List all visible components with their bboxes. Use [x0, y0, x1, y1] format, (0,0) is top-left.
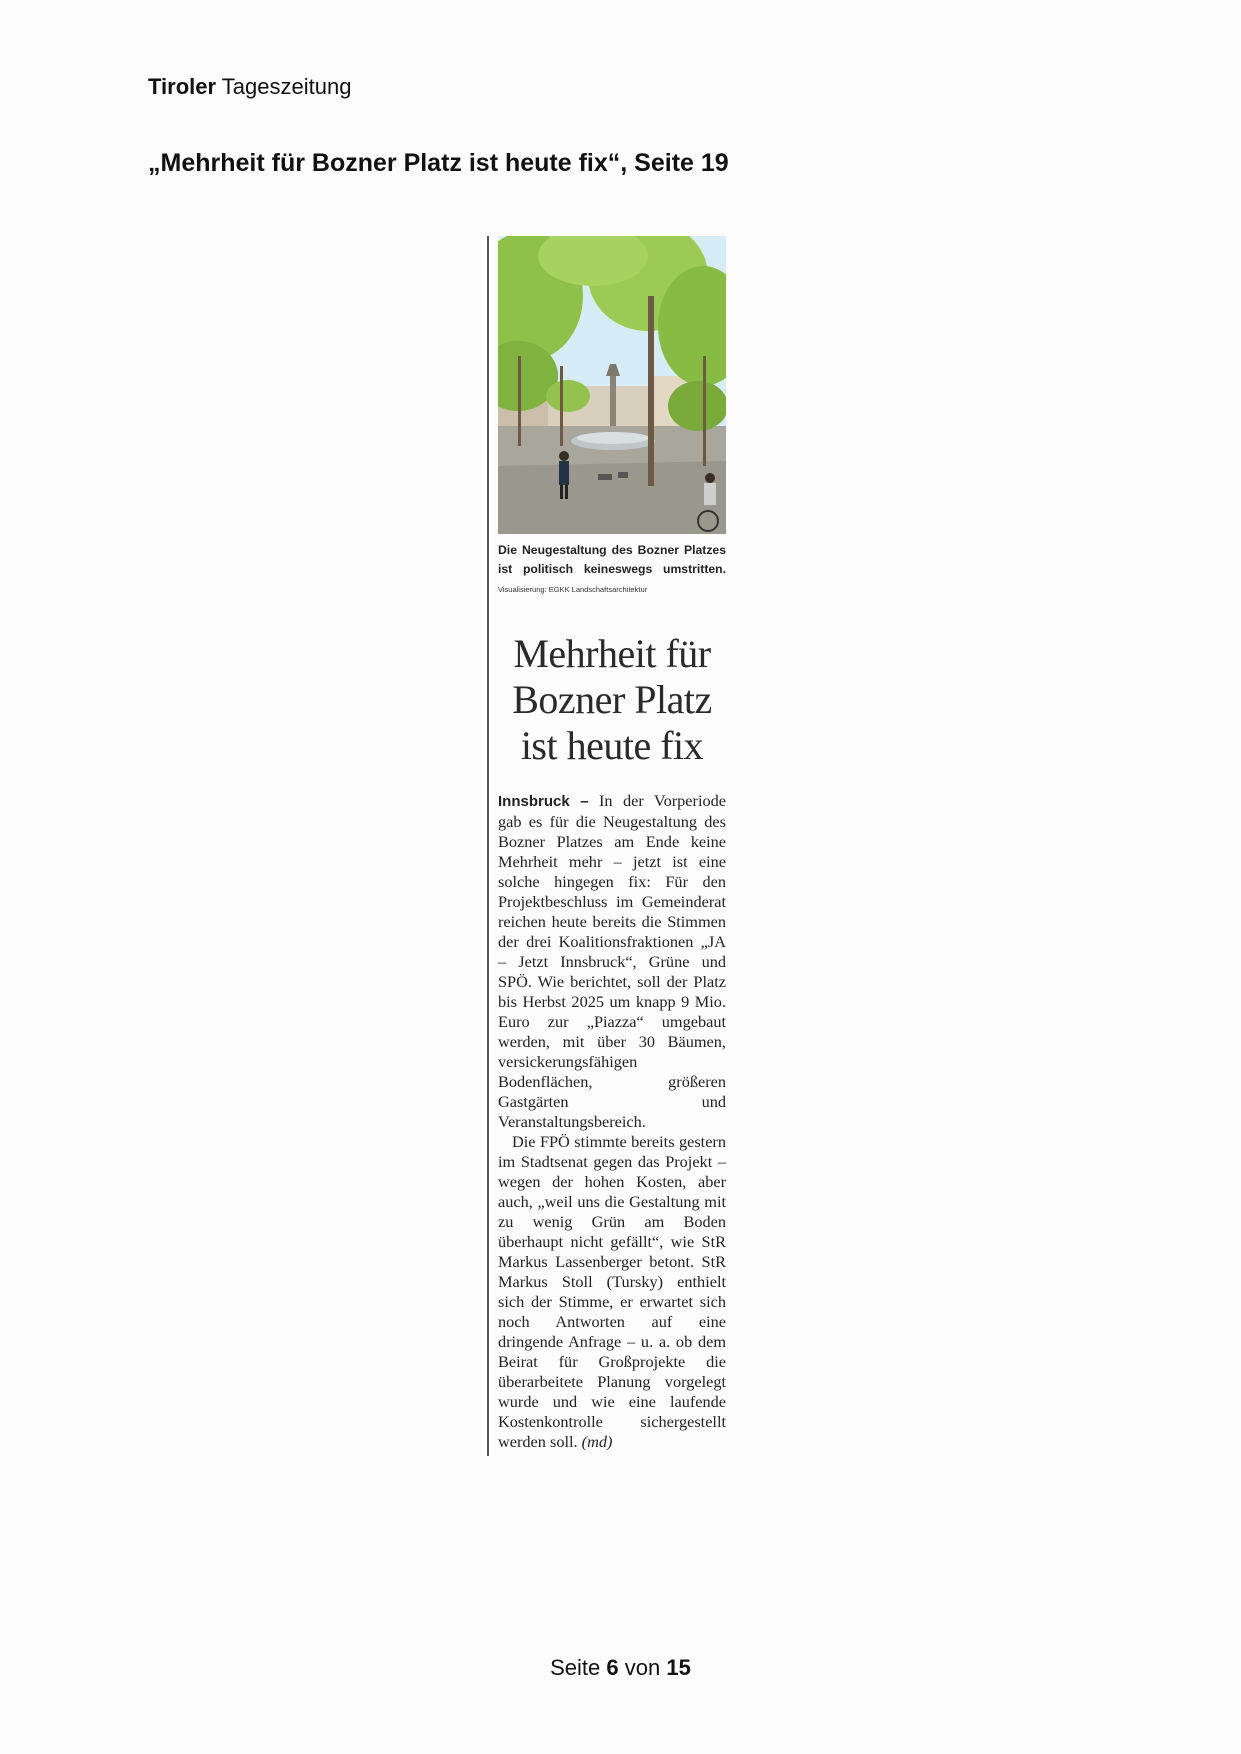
- paragraph: [498, 791, 726, 1132]
- headline-line: Bozner Platz: [512, 677, 712, 722]
- publication-name: [148, 74, 351, 100]
- paragraph: [498, 1132, 726, 1452]
- article-photo: [498, 236, 726, 534]
- paragraph-text: Die FPÖ stimmte bereits gestern im Stadtsenat gegen das Projekt – wegen der hohen Kosten, aber auch, „weil uns die Gestaltung mit zu wenig Grün am Boden überhaupt nicht gefällt“, wie StR Markus Lassenberger betont. StR Markus Stoll (Tursky) enthielt sich der Stimme, er erwartet sich noch Antworten auf eine dringende Anfrage – u. a. ob dem Beirat für Großprojekte die überarbeitete Planung vorgelegt wurde und wie eine laufende Kostenkontrolle sichergestellt werden soll.: [498, 1132, 726, 1451]
- author-initials: (md): [581, 1432, 613, 1451]
- headline-line: Mehrheit für: [513, 631, 711, 676]
- page-total: 15: [666, 1655, 691, 1680]
- article-text: [498, 791, 726, 1452]
- photo-of-square-with-trees-and-fountain-icon: [498, 236, 726, 534]
- article-headline: [498, 631, 726, 769]
- photo-credit: Visualisierung: EGKK Landschaftsarchitektur: [498, 585, 648, 594]
- paragraph-text: In der Vorperiode gab es für die Neugestaltung des Bozner Platzes am Ende keine Mehrheit mehr – jetzt ist eine solche hingegen fix: Für den Projektbeschluss im Gemeinderat reichen heute bereits die Stimmen der drei Koalitionsfraktionen „JA – Jetzt Innsbruck“, Grüne und SPÖ. Wie berichtet, soll der Platz bis Herbst 2025 um knapp 9 Mio. Euro zur „Piazza“ umgebaut werden, mit über 30 Bäumen, versickerungsfähigen Bodenflächen, größeren Gastgärten und Veranstaltungsbereich.: [498, 791, 726, 1131]
- page-current: 6: [606, 1655, 619, 1680]
- publication-name-rest: Tageszeitung: [221, 74, 352, 99]
- dateline: Innsbruck –: [498, 793, 589, 810]
- publication-name-bold: Tiroler: [148, 74, 217, 99]
- document-title: „Mehrheit für Bozner Platz ist heute fix“, Seite 19: [148, 149, 729, 177]
- page-middle: von: [624, 1655, 661, 1680]
- column-rule: [487, 236, 489, 1456]
- caption-text: Die Neugestaltung des Bozner Platzes ist politisch keineswegs umstritten.: [498, 543, 726, 576]
- newspaper-clipping: [487, 236, 727, 1456]
- page-prefix: Seite: [550, 1655, 601, 1680]
- page-number: [0, 1655, 1241, 1681]
- photo-caption: [498, 541, 726, 599]
- headline-line: ist heute fix: [520, 723, 704, 768]
- article-body: [498, 236, 726, 1452]
